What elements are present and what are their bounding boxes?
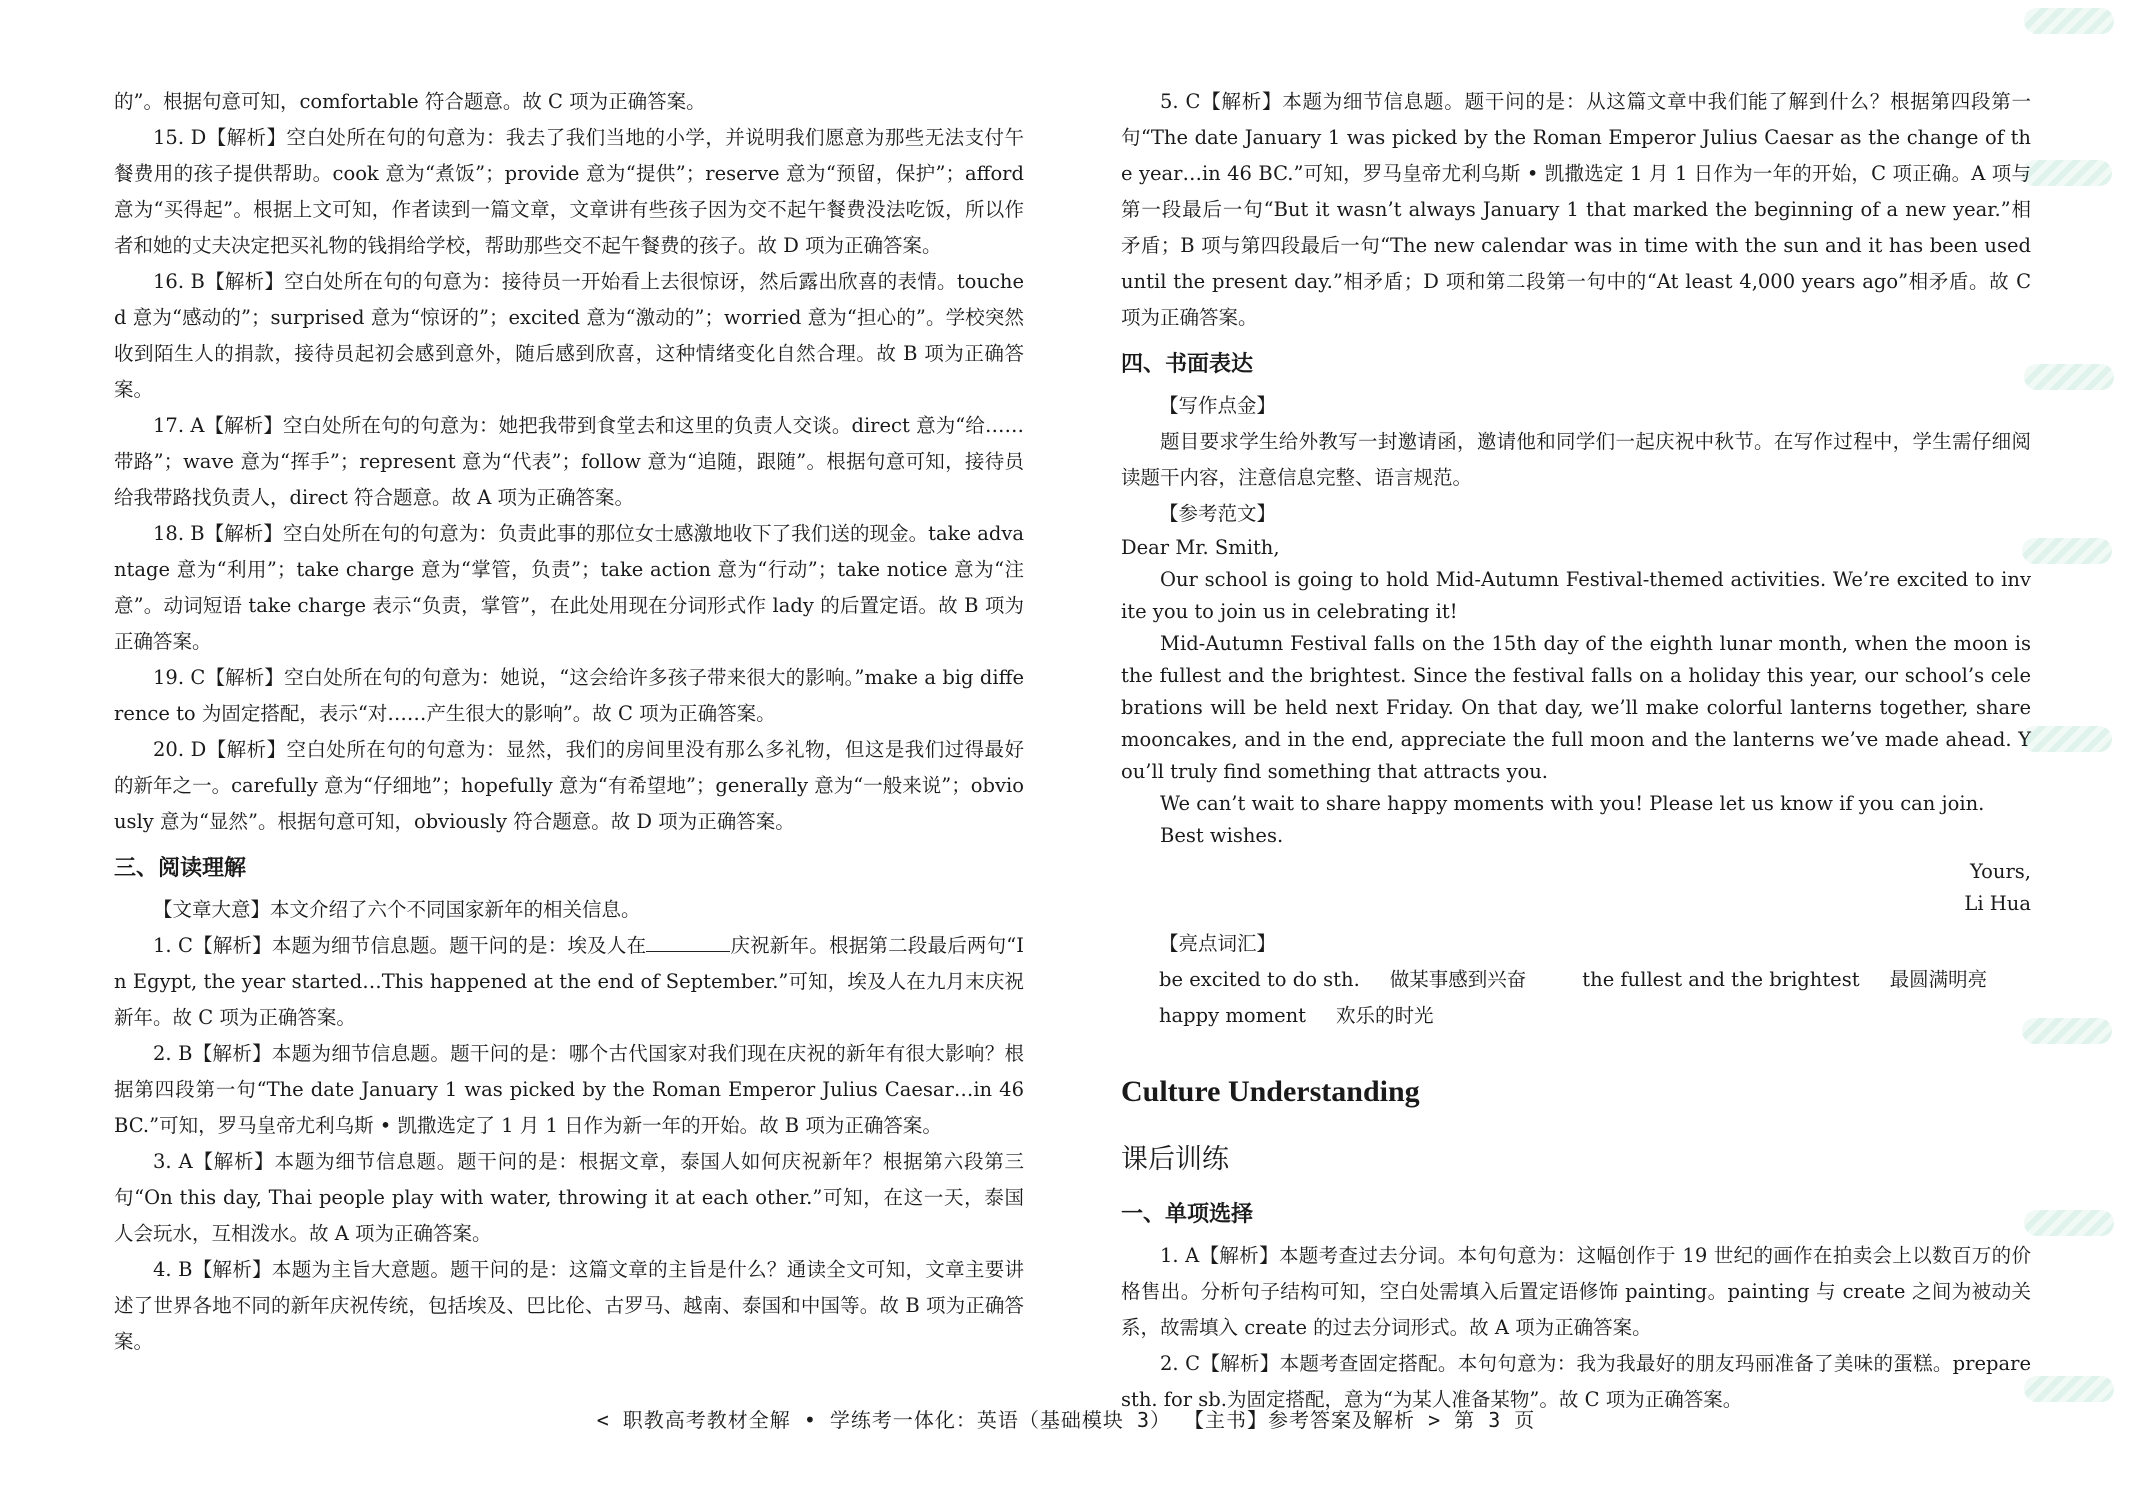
decoration-swirl bbox=[2022, 538, 2112, 564]
answer-paragraph bbox=[114, 928, 1024, 1036]
vocab-meaning: 做某事感到兴奋 bbox=[1389, 968, 1527, 991]
section-heading-reading: 三、阅读理解 bbox=[114, 856, 247, 881]
answer-paragraph: 18. B【解析】空白处所在句的句意为：负责此事的那位女士感激地收下了我们送的现金。take advantage 意为“利用”；take charge 意为“掌管，负责”；take action 意为“行动”；take notice 意为“注意”。动词短语 take charge 表示“负责，掌管”，在此处用现在分词形式作 lady 的后置定语。故 B 项为正确答案。 bbox=[114, 522, 1024, 653]
letter-paragraph: Mid-Autumn Festival falls on the 15th day of the eighth lunar month, when the moon is the fullest and the brightest. Since the festival falls on a holiday this year, our school’s celebrations will be held next Friday. On that day, we’ll make colorful lanterns together, share mooncakes, and in the end, appreciate the full moon and the lanterns we’ve made ahead. You’ll truly find something that attracts you. bbox=[1121, 632, 2031, 783]
letter-paragraph: Best wishes. bbox=[1160, 824, 1284, 847]
answer-paragraph: 20. D【解析】空白处所在句的句意为：显然，我们的房间里没有那么多礼物，但这是我们过得最好的新年之一。carefully 意为“仔细地”；hopefully 意为“有希望地”；generally 意为“一般来说”；obviously 意为“显然”。根据句意可知，obviously 符合题意。故 D 项为正确答案。 bbox=[114, 738, 1024, 833]
letter-paragraph: Our school is going to hold Mid-Autumn Festival-themed activities. We’re excited to invite you to join us in celebrating it! bbox=[1121, 568, 2031, 623]
vocab-meaning: 欢乐的时光 bbox=[1336, 1004, 1434, 1027]
answer-paragraph: 2. C【解析】本题考查固定搭配。本句句意为：我为我最好的朋友玛丽准备了美味的蛋糕。prepare sth. for sb.为固定搭配，意为“为某人准备某物”。故 C 项为正确答案。 bbox=[1121, 1352, 2031, 1411]
writing-tips-label: 【写作点金】 bbox=[1159, 394, 1277, 417]
writing-tips: 题目要求学生给外教写一封邀请函，邀请他和同学们一起庆祝中秋节。在写作过程中，学生需仔细阅读题干内容，注意信息完整、语言规范。 bbox=[1121, 430, 2031, 489]
section-heading-multiple-choice: 一、单项选择 bbox=[1121, 1202, 1254, 1227]
decoration-swirl bbox=[2024, 1210, 2114, 1236]
vocab-row bbox=[1121, 962, 2031, 998]
practice-title: 课后训练 bbox=[1121, 1144, 1229, 1175]
answer-paragraph: 19. C【解析】空白处所在句的句意为：她说，“这会给许多孩子带来很大的影响。”make a big difference to 为固定搭配，表示“对……产生很大的影响”。故 C 项为正确答案。 bbox=[114, 666, 1024, 725]
decoration-swirl bbox=[2024, 364, 2114, 390]
letter-closing: Yours, bbox=[1969, 860, 2031, 883]
unit-title: Culture Understanding bbox=[1121, 1075, 1420, 1108]
vocab-term: be excited to do sth. bbox=[1159, 968, 1360, 991]
decoration-swirl bbox=[2022, 1018, 2112, 1044]
answer-text: 1. C【解析】本题为细节信息题。题干问的是：埃及人在 bbox=[153, 934, 647, 957]
letter-salutation: Dear Mr. Smith, bbox=[1121, 536, 1280, 559]
decoration-swirl bbox=[2024, 8, 2114, 34]
decoration-swirl bbox=[2022, 726, 2112, 752]
letter-signature: Li Hua bbox=[1964, 892, 2031, 915]
answer-paragraph: 3. A【解析】本题为细节信息题。题干问的是：根据文章，泰国人如何庆祝新年？根据第六段第三句“On this day, Thai people play with water, throwing it at each other.”可知，在这一天，泰国人会玩水，互相泼水。故 A 项为正确答案。 bbox=[114, 1150, 1024, 1245]
answer-paragraph: 4. B【解析】本题为主旨大意题。题干问的是：这篇文章的主旨是什么？通读全文可知，文章主要讲述了世界各地不同的新年庆祝传统，包括埃及、巴比伦、古罗马、越南、泰国和中国等。故 B 项为正确答案。 bbox=[114, 1258, 1024, 1353]
vocab-meaning: 最圆满明亮 bbox=[1889, 968, 1988, 991]
answer-paragraph: 的”。根据句意可知，comfortable 符合题意。故 C 项为正确答案。 bbox=[114, 90, 706, 113]
decoration-swirl bbox=[2022, 160, 2112, 186]
fill-blank-line bbox=[646, 933, 730, 952]
answer-text: 庆祝新年。根据第二段最后两句“In Egypt, the year started…This happened at the end of September.”可知，埃及人在九月末庆祝新年。故 C 项为正确答案。 bbox=[114, 934, 1024, 1029]
vocab-term: happy moment bbox=[1159, 1004, 1307, 1027]
page-footer: < 职教高考教材全解 • 学练考一体化：英语（基础模块 3） 【主书】参考答案及解析 > 第 3 页 bbox=[596, 1408, 1536, 1432]
left-column bbox=[114, 84, 1024, 1360]
article-summary: 【文章大意】本文介绍了六个不同国家新年的相关信息。 bbox=[153, 898, 641, 921]
sample-essay-label: 【参考范文】 bbox=[1159, 502, 1277, 525]
section-heading-writing: 四、书面表达 bbox=[1121, 352, 1254, 377]
answer-paragraph: 16. B【解析】空白处所在句的句意为：接待员一开始看上去很惊讶，然后露出欣喜的表情。touched 意为“感动的”；surprised 意为“惊讶的”；excited 意为“激动的”；worried 意为“担心的”。学校突然收到陌生人的捐款，接待员起初会感到意外，随后感到欣喜，这种情绪变化自然合理。故 B 项为正确答案。 bbox=[114, 270, 1024, 401]
answer-paragraph: 2. B【解析】本题为细节信息题。题干问的是：哪个古代国家对我们现在庆祝的新年有很大影响？根据第四段第一句“The date January 1 was picked by the Roman Emperor Julius Caesar…in 46 BC.”可知，罗马皇帝尤利乌斯 • 凯撒选定了 1 月 1 日作为新一年的开始。故 B 项为正确答案。 bbox=[114, 1042, 1024, 1137]
vocab-row bbox=[1121, 998, 2031, 1034]
vocab-term: the fullest and the brightest bbox=[1582, 968, 1860, 991]
answer-paragraph: 5. C【解析】本题为细节信息题。题干问的是：从这篇文章中我们能了解到什么？根据第四段第一句“The date January 1 was picked by the Roman Emperor Julius Caesar as the change of the year…in 46 BC.”可知，罗马皇帝尤利乌斯 • 凯撒选定 1 月 1 日作为一年的开始，C 项正确。A 项与第一段最后一句“But it wasn’t always January 1 that marked the beginning of a new year.”相矛盾；B 项与第四段最后一句“The new calendar was in time with the sun and it has been used until the present day.”相矛盾；D 项和第二段第一句中的“At least 4,000 years ago”相矛盾。故 C 项为正确答案。 bbox=[1121, 90, 2031, 329]
answer-paragraph: 15. D【解析】空白处所在句的句意为：我去了我们当地的小学，并说明我们愿意为那些无法支付午餐费用的孩子提供帮助。cook 意为“煮饭”；provide 意为“提供”；reserve 意为“预留，保护”；afford 意为“买得起”。根据上文可知，作者读到一篇文章，文章讲有些孩子因为交不起午餐费没法吃饭，所以作者和她的丈夫决定把买礼物的钱捐给学校，帮助那些交不起午餐费的孩子。故 D 项为正确答案。 bbox=[114, 126, 1024, 257]
answer-paragraph: 1. A【解析】本题考查过去分词。本句句意为：这幅创作于 19 世纪的画作在拍卖会上以数百万的价格售出。分析句子结构可知，空白处需填入后置定语修饰 painting。painting 与 create 之间为被动关系，故需填入 create 的过去分词形式。故 A 项为正确答案。 bbox=[1121, 1244, 2031, 1339]
vocab-label: 【亮点词汇】 bbox=[1159, 932, 1277, 955]
answer-paragraph: 17. A【解析】空白处所在句的句意为：她把我带到食堂去和这里的负责人交谈。direct 意为“给……带路”；wave 意为“挥手”；represent 意为“代表”；follow 意为“追随，跟随”。根据句意可知，接待员给我带路找负责人，direct 符合题意。故 A 项为正确答案。 bbox=[114, 414, 1024, 509]
decoration-swirl bbox=[2024, 1376, 2114, 1402]
letter-paragraph: We can’t wait to share happy moments with you! Please let us know if you can join. bbox=[1160, 792, 1985, 815]
right-column bbox=[1121, 84, 2031, 1418]
